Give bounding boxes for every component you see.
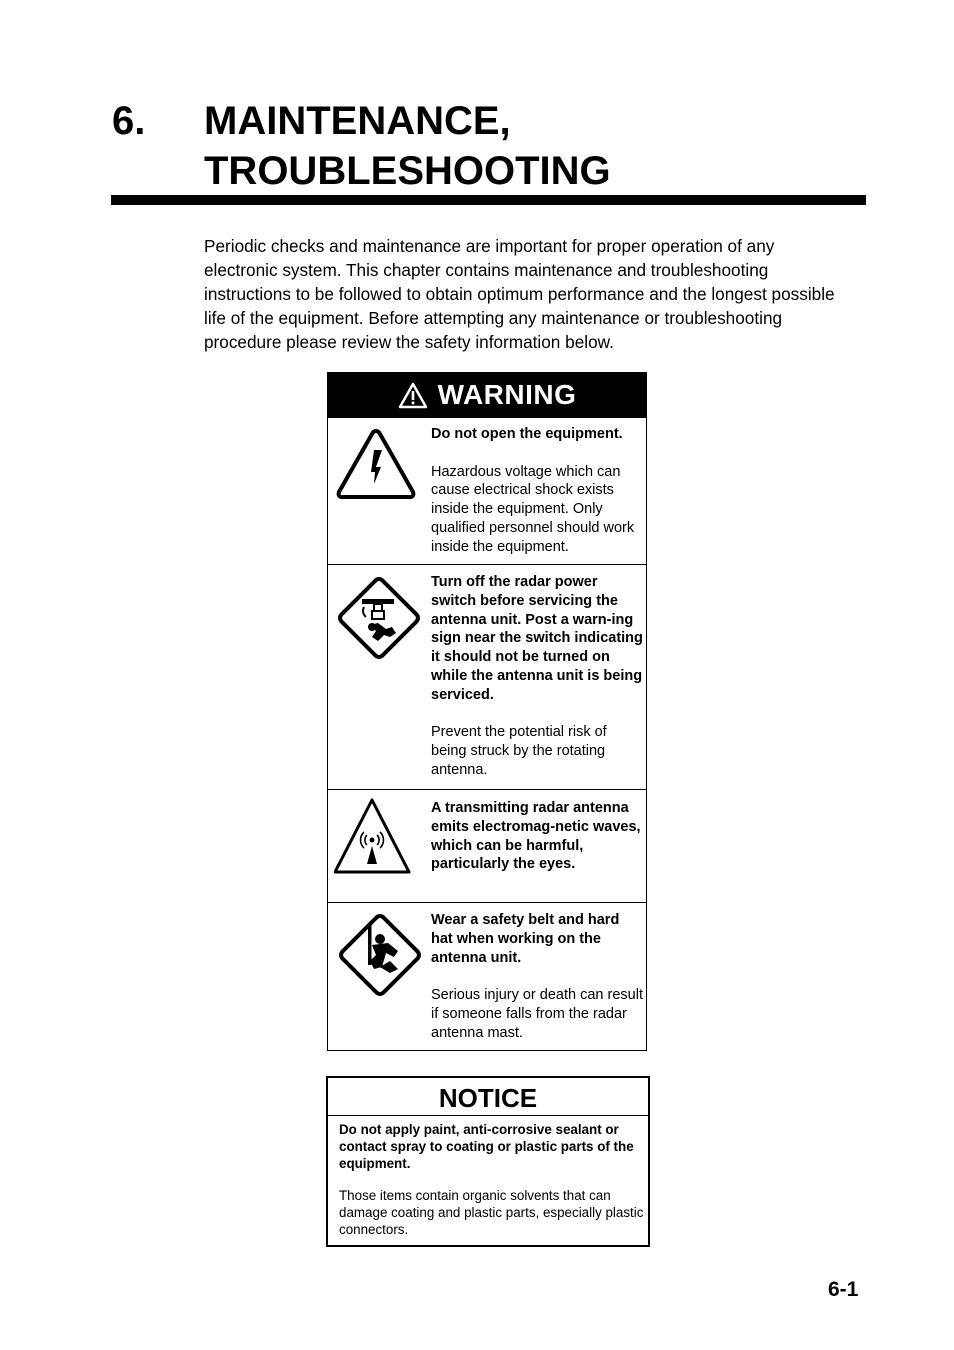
warning-item-electric-shock bbox=[328, 417, 646, 564]
intro-paragraph: Periodic checks and maintenance are important for proper operation of any electronic system. This chapter contains maintenance and troubleshooting instructions to be followed to obtain optimum performance and the longest possible life of the equipment. Before attempting any maintenance or troubleshooting procedure please review the safety information below. bbox=[204, 236, 835, 352]
notice-bold: Do not apply paint, anti-corrosive sealant or contact spray to coating or plastic parts of the equipment. bbox=[339, 1122, 634, 1171]
warning-item-1-text: Hazardous voltage which can cause electrical shock exists inside the equipment. Only qualified personnel should work inside the equipment. bbox=[431, 463, 635, 555]
warning-item-fall-hazard bbox=[328, 902, 646, 1052]
warning-item-4-bold: Wear a safety belt and hard hat when working on the antenna unit. bbox=[431, 912, 620, 966]
warning-header-label: WARNING bbox=[437, 379, 577, 410]
electric-shock-icon bbox=[334, 426, 418, 502]
page-number: 6-1 bbox=[828, 1278, 859, 1301]
notice-header: NOTICE bbox=[328, 1078, 648, 1116]
warning-item-1-bold: Do not open the equipment. bbox=[431, 426, 623, 442]
chapter-title-line1: MAINTENANCE, bbox=[204, 99, 511, 143]
fall-hazard-icon bbox=[334, 909, 426, 1001]
radiation-hazard-icon bbox=[334, 796, 414, 876]
warning-triangle-icon bbox=[398, 382, 428, 409]
warning-item-4-text: Serious injury or death can result if someone falls from the radar antenna mast. bbox=[431, 987, 643, 1041]
warning-item-rotating-antenna bbox=[328, 564, 646, 789]
chapter-number: 6. bbox=[112, 99, 146, 143]
warning-item-2-bold: Turn off the radar power switch before servicing the antenna unit. Post a warn-ing sign near the switch indicating it should not be turned on while the antenna unit is being serviced. bbox=[431, 574, 643, 703]
notice-box bbox=[326, 1076, 650, 1247]
warning-header bbox=[328, 373, 646, 417]
warning-item-2-text: Prevent the potential risk of being struck by the rotating antenna. bbox=[431, 724, 607, 778]
warning-box bbox=[327, 372, 647, 1051]
rotating-antenna-hazard-icon bbox=[334, 573, 424, 663]
warning-item-radiation bbox=[328, 789, 646, 902]
title-rule bbox=[111, 195, 866, 205]
chapter-title bbox=[204, 96, 611, 196]
notice-text: Those items contain organic solvents that can damage coating and plastic parts, especially plastic connectors. bbox=[339, 1188, 644, 1237]
chapter-title-line2: TROUBLESHOOTING bbox=[204, 149, 611, 193]
warning-item-3-bold: A transmitting radar antenna emits electromag-netic waves, which can be harmful, particularly the eyes. bbox=[431, 800, 641, 873]
